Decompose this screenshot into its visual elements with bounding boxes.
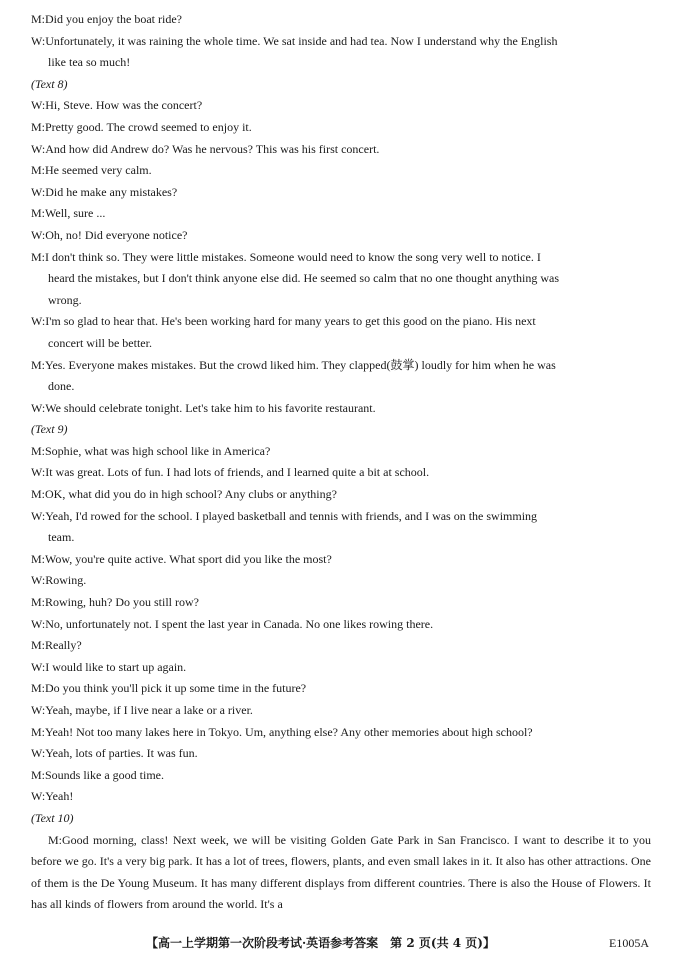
dialogue-line: M:Did you enjoy the boat ride? bbox=[31, 12, 182, 26]
dialogue-line: M:Sounds like a good time. bbox=[31, 767, 164, 782]
dialogue-line: W:I would like to start up again. bbox=[31, 659, 187, 674]
dialogue-continuation: wrong. bbox=[48, 292, 82, 307]
dialogue-line: W:No, unfortunately not. I spent the last year in Canada. No one likes rowing there. bbox=[31, 616, 434, 631]
dialogue-line: W:It was great. Lots of fun. I had lots of friends, and I learned quite a bit at school. bbox=[31, 465, 430, 480]
page-footer bbox=[0, 934, 677, 952]
section-heading: (Text 10) bbox=[31, 810, 74, 825]
text10-monologue: M:Good morning, class! Next week, we will be visiting Golden Gate Park in San Francisco. I want to describe it to you before we go. It's a very big park. It has a lot of trees, flowers, plants, and even small lakes in it. It also has other attractions. One of them is the De Young Museum. It has many different displays from different countries. There is also the House of Flowers. It has all kinds of flowers from around the world. It's a bbox=[31, 832, 651, 912]
dialogue-line: W:Yeah, lots of parties. It was fun. bbox=[31, 746, 198, 761]
dialogue-line: W:Yeah! bbox=[31, 789, 74, 804]
dialogue-line: M:Do you think you'll pick it up some time in the future? bbox=[31, 681, 307, 696]
dialogue-line: M:Wow, you're quite active. What sport did you like the most? bbox=[31, 551, 332, 566]
dialogue-line: W:I'm so glad to hear that. He's been working hard for many years to get this good on the piano. His next bbox=[31, 314, 536, 329]
dialogue-line: W:And how did Andrew do? Was he nervous? This was his first concert. bbox=[31, 141, 380, 156]
dialogue-line: W:Hi, Steve. How was the concert? bbox=[31, 98, 203, 113]
dialogue-continuation: done. bbox=[48, 379, 75, 394]
dialogue-line: W:Did he make any mistakes? bbox=[31, 184, 178, 199]
dialogue-line: W:Oh, no! Did everyone notice? bbox=[31, 227, 188, 242]
dialogue-line: W:Rowing. bbox=[31, 573, 87, 588]
dialogue-line: M:Rowing, huh? Do you still row? bbox=[31, 595, 199, 610]
dialogue-line: M:Sophie, what was high school like in America? bbox=[31, 443, 271, 458]
dialogue-continuation: team. bbox=[48, 530, 75, 545]
transcript-body bbox=[31, 0, 651, 830]
dialogue-line: W:Unfortunately, it was raining the whole time. We sat inside and had tea. Now I understand why the English bbox=[31, 33, 558, 48]
dialogue-line: M:Yes. Everyone makes mistakes. But the crowd liked him. They clapped(鼓掌) loudly for him when he was bbox=[31, 357, 556, 372]
document-page bbox=[31, 0, 651, 916]
dialogue-line: M:OK, what did you do in high school? Any clubs or anything? bbox=[31, 487, 337, 502]
dialogue-line: W:Yeah, maybe, if I live near a lake or a river. bbox=[31, 703, 253, 717]
dialogue-line: M:Really? bbox=[31, 638, 82, 653]
dialogue-line: M:Pretty good. The crowd seemed to enjoy it. bbox=[31, 119, 252, 134]
dialogue-continuation: like tea so much! bbox=[48, 55, 131, 70]
section-heading: (Text 9) bbox=[31, 422, 68, 437]
footer-title: 【高一上学期第一次阶段考试·英语参考答案 第 2 页(共 4 页)】 bbox=[146, 936, 495, 950]
dialogue-line: W:Yeah, I'd rowed for the school. I played basketball and tennis with friends, and I was on the swimming bbox=[31, 508, 538, 523]
footer-code: E1005A bbox=[609, 936, 649, 950]
section-heading: (Text 8) bbox=[31, 76, 68, 91]
dialogue-continuation: concert will be better. bbox=[48, 335, 152, 350]
dialogue-line: M:Yeah! Not too many lakes here in Tokyo. Um, anything else? Any other memories about high school? bbox=[31, 724, 533, 739]
dialogue-continuation: heard the mistakes, but I don't think anyone else did. He seemed so calm that no one thought anything was bbox=[48, 271, 560, 286]
dialogue-line: M:Well, sure ... bbox=[31, 206, 106, 221]
dialogue-line: M:He seemed very calm. bbox=[31, 163, 152, 178]
dialogue-line: M:I don't think so. They were little mistakes. Someone would need to know the song very well to notice. I bbox=[31, 249, 541, 264]
dialogue-line: W:We should celebrate tonight. Let's take him to his favorite restaurant. bbox=[31, 400, 376, 415]
